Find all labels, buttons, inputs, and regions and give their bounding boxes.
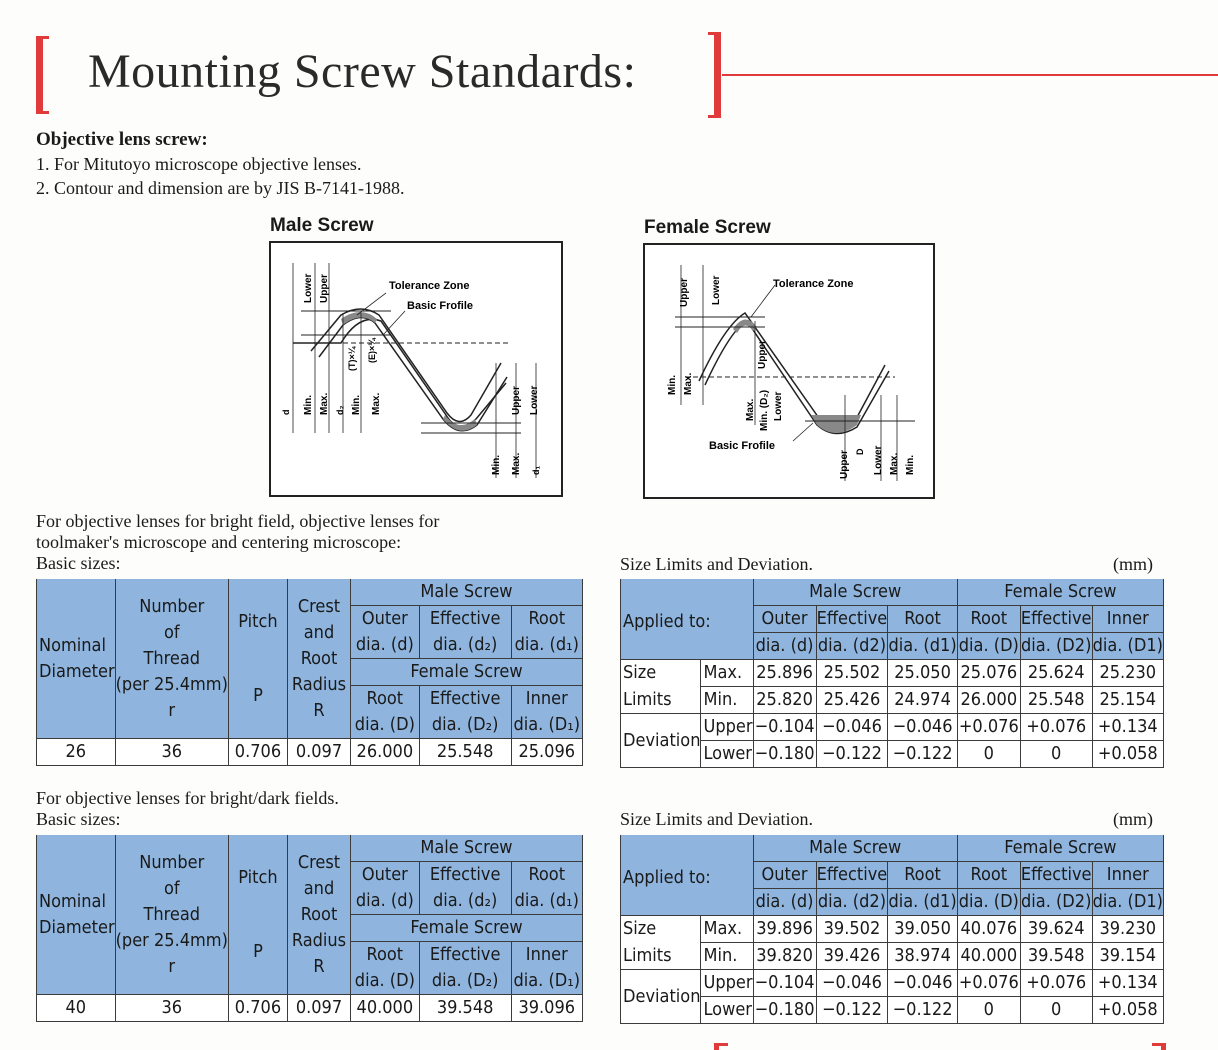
size-limits-table-2 [620, 835, 1164, 1024]
col-effective-header: Effective dia. (d₂) [419, 862, 511, 915]
lcol-feffective: Effective [1020, 862, 1092, 889]
lower-label: Lower [701, 997, 753, 1024]
cell-min: 25.426 [816, 687, 888, 714]
female-upper-label-1: Upper [679, 278, 690, 307]
section1-size-caption: Size Limits and Deviation. [620, 554, 813, 574]
cell-lower: +0.058 [1092, 741, 1163, 768]
lcol-root: Root [888, 862, 958, 889]
cell-upper: +0.134 [1092, 714, 1163, 741]
cell-d2: 39.548 [419, 995, 511, 1022]
cell-d: 26.000 [350, 739, 419, 766]
cell-threads: 36 [115, 995, 228, 1022]
female-tolerance-label: Tolerance Zone [773, 278, 854, 290]
limits-label: Limits [621, 687, 701, 714]
cell-upper: +0.076 [1020, 714, 1092, 741]
lcol-root: Root [888, 606, 958, 633]
cell-min: 39.154 [1092, 943, 1163, 970]
size-label: Size [621, 660, 701, 687]
cell-lower: −0.180 [753, 741, 816, 768]
col-froot-header: Root dia. (D) [350, 942, 419, 995]
female-profile-label: Basic Frofile [709, 440, 776, 452]
cell-min: 39.820 [753, 943, 816, 970]
cell-lower: −0.180 [753, 997, 816, 1024]
cell-lower: −0.122 [816, 741, 888, 768]
cell-lower: −0.122 [816, 997, 888, 1024]
female-screw-header: Female Screw [350, 915, 582, 942]
col-root-header: Root dia. (d₁) [511, 862, 582, 915]
limits-label: Limits [621, 943, 701, 970]
col-feffective-header: Effective dia. (D₂) [419, 942, 511, 995]
male-d2-label: d₂ [335, 405, 345, 415]
section2-size-caption: Size Limits and Deviation. [620, 809, 813, 829]
female-upper-label-2: Upper [757, 340, 768, 369]
male-upper-label-2: Upper [511, 386, 522, 415]
cell-max: 39.896 [753, 916, 816, 943]
cell-d1: 25.096 [511, 739, 582, 766]
lcol-outer-sub: dia. (d) [753, 633, 816, 660]
lcol-finner: Inner [1092, 862, 1163, 889]
cell-upper: −0.104 [753, 714, 816, 741]
title-bracket-right-top [708, 32, 721, 35]
male-min-label-3: Min. [491, 455, 502, 475]
cell-min: 39.426 [816, 943, 888, 970]
cell-max: 39.230 [1092, 916, 1163, 943]
male-lower-label: Lower [303, 273, 314, 303]
section1-note-line-2: toolmaker's microscope and centering microscope: [36, 532, 402, 552]
cell-min: 25.548 [1020, 687, 1092, 714]
male-screw-diagram [269, 241, 563, 497]
table-row [621, 714, 1164, 741]
lcol-effective: Effective [816, 606, 888, 633]
footer-bracket-left-post [714, 1043, 719, 1050]
table-row [621, 660, 1164, 687]
cell-max: 39.050 [888, 916, 958, 943]
limits-male-header: Male Screw [753, 579, 957, 606]
lcol-feffective-sub: dia. (D2) [1020, 889, 1092, 916]
cell-upper: −0.046 [816, 970, 888, 997]
male-max-label-3: Max. [511, 452, 522, 475]
male-screw-header: Male Screw [350, 835, 582, 862]
male-max-label-2: Max. [371, 392, 382, 415]
female-min-label-3: Min. [905, 455, 916, 475]
cell-max: 25.050 [888, 660, 958, 687]
col-effective-header: Effective dia. (d₂) [419, 606, 511, 659]
cell-upper: +0.076 [957, 970, 1020, 997]
lcol-froot: Root [957, 862, 1020, 889]
male-min-label-2: Min. [351, 395, 362, 415]
upper-label: Upper [701, 970, 753, 997]
title-bracket-left [36, 36, 43, 114]
cell-lower: 0 [1020, 741, 1092, 768]
basic-sizes-table-1 [36, 579, 583, 766]
section2-note-line-1: For objective lenses for bright/dark fields. [36, 788, 339, 808]
cell-nominal: 26 [37, 739, 116, 766]
female-d-label: D [855, 448, 865, 455]
table-row [621, 970, 1164, 997]
lcol-outer-sub: dia. (d) [753, 889, 816, 916]
table-row [621, 943, 1164, 970]
lcol-froot-sub: dia. (D) [957, 889, 1020, 916]
male-lower-label-2: Lower [529, 385, 540, 415]
cell-lower: −0.122 [888, 741, 958, 768]
min-label: Min. [701, 943, 753, 970]
table-row [37, 995, 583, 1022]
section1-unit: (mm) [1113, 554, 1153, 574]
table-row [621, 997, 1164, 1024]
cell-pitch: 0.706 [228, 739, 287, 766]
col-outer-header: Outer dia. (d) [350, 862, 419, 915]
cell-min: 25.820 [753, 687, 816, 714]
limits-female-header: Female Screw [957, 835, 1163, 862]
cell-min: 39.548 [1020, 943, 1092, 970]
cell-d2: 25.548 [419, 739, 511, 766]
cell-max: 39.624 [1020, 916, 1092, 943]
cell-lower: 0 [957, 741, 1020, 768]
limits-female-header: Female Screw [957, 579, 1163, 606]
applied-header: Applied to: [621, 579, 754, 660]
female-lower-label-3: Lower [873, 445, 884, 475]
cell-max: 25.624 [1020, 660, 1092, 687]
table-row [37, 739, 583, 766]
deviation-label: Deviation [621, 970, 701, 1024]
cell-radius: 0.097 [288, 995, 351, 1022]
cell-lower: +0.058 [1092, 997, 1163, 1024]
male-min-label-1: Min. [303, 395, 314, 415]
male-screw-header: Male Screw [350, 579, 582, 606]
male-tolerance-label: Tolerance Zone [389, 280, 470, 292]
cell-d1: 39.096 [511, 995, 582, 1022]
footer-bracket-right-post [1161, 1043, 1166, 1050]
male-max-label-1: Max. [319, 392, 330, 415]
female-max-label-1: Max. [683, 372, 694, 395]
lcol-froot: Root [957, 606, 1020, 633]
lcol-outer: Outer [753, 606, 816, 633]
title-bracket-right [714, 32, 721, 118]
lcol-root-sub: dia. (d1) [888, 633, 958, 660]
male-d1-label: d₁ [531, 465, 541, 475]
col-nominal-header: Nominal Diameter [37, 835, 116, 995]
intro-line-1: 1. For Mitutoyo microscope objective lenses. [36, 154, 362, 174]
cell-min: 38.974 [888, 943, 958, 970]
col-nominal-header: Nominal Diameter [37, 579, 116, 739]
female-min-label-1: Min. [667, 375, 678, 395]
col-crest-header: Crest and Root Radius R [288, 835, 351, 995]
col-outer-header: Outer dia. (d) [350, 606, 419, 659]
cell-radius: 0.097 [288, 739, 351, 766]
cell-upper: +0.076 [957, 714, 1020, 741]
basic-sizes-table-2 [36, 835, 583, 1022]
male-figure-title: Male Screw [270, 215, 374, 236]
female-screw-diagram [643, 243, 935, 499]
lcol-effective-sub: dia. (d2) [816, 889, 888, 916]
male-d-label: d [281, 409, 291, 415]
col-root-header: Root dia. (d₁) [511, 606, 582, 659]
section1-note-line-3: Basic sizes: [36, 553, 121, 573]
cell-max: 25.502 [816, 660, 888, 687]
section2-note-line-2: Basic sizes: [36, 809, 121, 829]
lcol-effective: Effective [816, 862, 888, 889]
title-bracket-left-bottom [36, 111, 49, 114]
section2-unit: (mm) [1113, 809, 1153, 829]
limits-male-header: Male Screw [753, 835, 957, 862]
lcol-outer: Outer [753, 862, 816, 889]
lcol-finner-sub: dia. (D1) [1092, 633, 1163, 660]
female-upper-label-3: Upper [839, 450, 850, 479]
cell-min: 24.974 [888, 687, 958, 714]
cell-max: 39.502 [816, 916, 888, 943]
cell-min: 40.000 [957, 943, 1020, 970]
lcol-effective-sub: dia. (d2) [816, 633, 888, 660]
cell-min: 25.154 [1092, 687, 1163, 714]
deviation-label: Deviation [621, 714, 701, 768]
cell-upper: −0.046 [816, 714, 888, 741]
male-r2-label: (E)×¼ [367, 338, 377, 363]
lower-label: Lower [701, 741, 753, 768]
female-figure-title: Female Screw [644, 217, 771, 238]
table-row [621, 687, 1164, 714]
cell-upper: −0.046 [888, 714, 958, 741]
col-pitch-header: Pitch P [228, 835, 287, 995]
col-crest-header: Crest and Root Radius R [288, 579, 351, 739]
lcol-feffective-sub: dia. (D2) [1020, 633, 1092, 660]
male-profile-label: Basic Frofile [407, 300, 474, 312]
max-label: Max. [701, 660, 753, 687]
min-label: Min. [701, 687, 753, 714]
col-finner-header: Inner dia. (D₁) [511, 942, 582, 995]
cell-upper: +0.134 [1092, 970, 1163, 997]
male-r1-label: (T)×¼ [347, 346, 357, 371]
cell-max: 40.076 [957, 916, 1020, 943]
female-max-label-2: Max. [745, 398, 756, 421]
cell-lower: −0.122 [888, 997, 958, 1024]
cell-nominal: 40 [37, 995, 116, 1022]
title-rule [722, 74, 1218, 76]
col-number-header: Number of Thread (per 25.4mm) r [115, 579, 228, 739]
col-pitch-header: Pitch P [228, 579, 287, 739]
male-upper-label: Upper [319, 274, 330, 303]
cell-lower: 0 [1020, 997, 1092, 1024]
size-label: Size [621, 916, 701, 943]
female-min-d2-label: Min. (D₂) [759, 389, 770, 431]
cell-d: 40.000 [350, 995, 419, 1022]
max-label: Max. [701, 916, 753, 943]
female-lower-label-2: Lower [773, 391, 784, 421]
cell-max: 25.896 [753, 660, 816, 687]
cell-lower: 0 [957, 997, 1020, 1024]
title-bracket-right-bottom [708, 115, 721, 118]
cell-threads: 36 [115, 739, 228, 766]
cell-max: 25.076 [957, 660, 1020, 687]
cell-pitch: 0.706 [228, 995, 287, 1022]
col-finner-header: Inner dia. (D₁) [511, 686, 582, 739]
lcol-froot-sub: dia. (D) [957, 633, 1020, 660]
cell-upper: +0.076 [1020, 970, 1092, 997]
col-froot-header: Root dia. (D) [350, 686, 419, 739]
col-number-header: Number of Thread (per 25.4mm) r [115, 835, 228, 995]
table-row [621, 741, 1164, 768]
page-title: Mounting Screw Standards: [88, 45, 637, 98]
lcol-finner: Inner [1092, 606, 1163, 633]
lcol-finner-sub: dia. (D1) [1092, 889, 1163, 916]
cell-upper: −0.046 [888, 970, 958, 997]
size-limits-table-1 [620, 579, 1164, 768]
female-screw-header: Female Screw [350, 659, 582, 686]
lcol-root-sub: dia. (d1) [888, 889, 958, 916]
cell-max: 25.230 [1092, 660, 1163, 687]
female-lower-label-1: Lower [711, 275, 722, 305]
title-bracket-left-top [36, 36, 49, 39]
upper-label: Upper [701, 714, 753, 741]
cell-min: 26.000 [957, 687, 1020, 714]
intro-line-2: 2. Contour and dimension are by JIS B-7141-1988. [36, 178, 405, 198]
section1-note-line-1: For objective lenses for bright field, objective lenses for [36, 511, 440, 531]
lcol-feffective: Effective [1020, 606, 1092, 633]
female-max-label-3: Max. [889, 452, 900, 475]
cell-upper: −0.104 [753, 970, 816, 997]
col-feffective-header: Effective dia. (D₂) [419, 686, 511, 739]
applied-header: Applied to: [621, 835, 754, 916]
intro-heading: Objective lens screw: [36, 129, 208, 150]
table-row [621, 916, 1164, 943]
